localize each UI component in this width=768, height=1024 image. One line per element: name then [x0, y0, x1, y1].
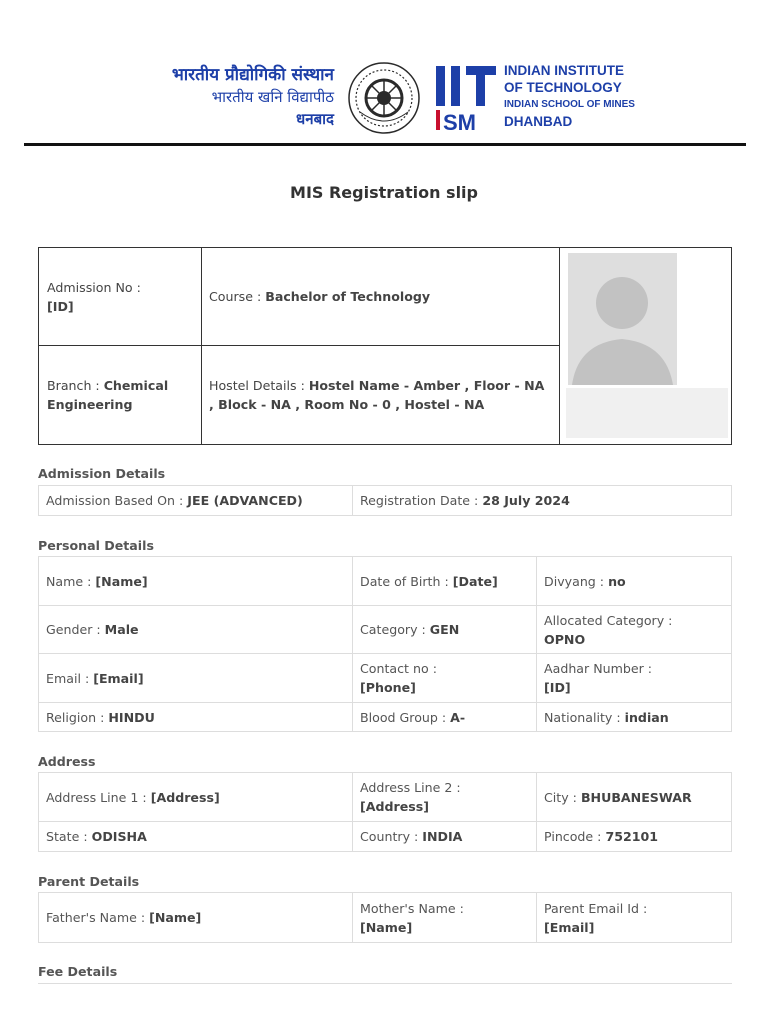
student-summary-table: [38, 247, 732, 445]
aadhar-value: [ID]: [544, 680, 571, 695]
admission-based-label: Admission Based On :: [46, 493, 184, 508]
religion-value: HINDU: [108, 709, 155, 725]
branch-cell: [39, 346, 201, 444]
gender-value: Male: [104, 622, 139, 637]
table-divider: [559, 248, 560, 444]
nationality-value: indian: [624, 709, 669, 725]
blood-group-value: A-: [450, 709, 466, 725]
english-line-1: INDIAN INSTITUTE: [504, 63, 624, 78]
religion-cell: [39, 703, 353, 731]
address-line1-value: [Address]: [150, 789, 220, 805]
personal-details-title: Personal Details: [38, 538, 154, 553]
admission-based-cell: [39, 486, 353, 515]
branch-value: Chemical Engineering: [47, 378, 169, 412]
table-row: [39, 773, 731, 822]
name-value: [Name]: [95, 573, 148, 589]
svg-text:SM: SM: [443, 110, 476, 134]
parent-details-table: [38, 892, 732, 943]
hindi-line-2: भारतीय खनि विद्यापीठ: [211, 88, 334, 106]
parent-details-title: Parent Details: [38, 874, 140, 889]
contact-value: [Phone]: [360, 680, 416, 695]
hostel-cell: [201, 346, 559, 444]
email-label: Email :: [46, 670, 90, 686]
nationality-label: Nationality :: [544, 709, 621, 725]
nationality-cell: [537, 703, 731, 731]
admission-based-value: JEE (ADVANCED): [187, 493, 303, 508]
address-table: [38, 772, 732, 852]
parent-email-value: [Email]: [544, 919, 595, 935]
page-title: MIS Registration slip: [290, 183, 478, 202]
contact-label: Contact no :: [360, 661, 437, 676]
name-cell: [39, 557, 353, 605]
city-label: City :: [544, 789, 577, 805]
fee-details-title: Fee Details: [38, 964, 118, 979]
english-line-2: OF TECHNOLOGY: [504, 80, 622, 95]
father-name-label: Father's Name :: [46, 910, 146, 925]
table-row: [39, 606, 731, 654]
admission-no-label: Admission No :: [47, 279, 141, 295]
mother-name-label: Mother's Name :: [360, 900, 464, 916]
iit-ism-logo: [434, 64, 500, 134]
address-line2-value: [Address]: [360, 799, 430, 814]
registration-date-cell: [353, 486, 731, 515]
dob-label: Date of Birth :: [360, 573, 449, 589]
aadhar-cell: [537, 654, 731, 702]
country-value: INDIA: [422, 829, 463, 844]
aadhar-label: Aadhar Number :: [544, 661, 653, 676]
mother-name-cell: [353, 893, 537, 942]
blood-group-cell: [353, 703, 537, 731]
divyang-label: Divyang :: [544, 573, 605, 589]
city-cell: [537, 773, 731, 821]
hindi-line-3: धनबाद: [296, 110, 334, 128]
category-label: Category :: [360, 622, 426, 637]
parent-email-label: Parent Email Id :: [544, 900, 648, 916]
institute-header: [0, 56, 768, 140]
hostel-label: Hostel Details :: [209, 378, 305, 393]
allocated-category-label: Allocated Category :: [544, 612, 673, 628]
allocated-category-cell: [537, 606, 731, 653]
header-divider: [24, 143, 746, 146]
table-row: [39, 822, 731, 851]
student-signature: [566, 388, 728, 438]
table-row: [39, 486, 731, 515]
email-value: [Email]: [93, 670, 144, 686]
parent-email-cell: [537, 893, 731, 942]
table-row: [39, 703, 731, 731]
blood-group-label: Blood Group :: [360, 709, 447, 725]
student-photo: [568, 253, 677, 385]
divyang-cell: [537, 557, 731, 605]
country-cell: [353, 822, 537, 851]
category-cell: [353, 606, 537, 653]
state-value: ODISHA: [91, 829, 147, 844]
course-label: Course :: [209, 289, 262, 304]
pincode-cell: [537, 822, 731, 851]
address-line2-label: Address Line 2 :: [360, 780, 461, 795]
hindi-line-1: भारतीय प्रौद्योगिकी संस्थान: [171, 65, 334, 85]
admission-no-value: [ID]: [47, 298, 74, 314]
registration-date-label: Registration Date :: [360, 493, 479, 508]
city-value: BHUBANESWAR: [580, 789, 692, 805]
pincode-label: Pincode :: [544, 829, 602, 844]
name-label: Name :: [46, 573, 92, 589]
english-institute-name: [504, 62, 635, 130]
country-label: Country :: [360, 829, 419, 844]
divyang-value: no: [608, 573, 626, 589]
state-cell: [39, 822, 353, 851]
admission-details-table: [38, 485, 732, 516]
english-line-4: DHANBAD: [504, 114, 573, 129]
english-line-3: INDIAN SCHOOL OF MINES: [504, 99, 635, 110]
address-line2-cell: [353, 773, 537, 821]
address-title: Address: [38, 754, 96, 769]
father-name-value: [Name]: [149, 910, 202, 925]
category-value: GEN: [429, 622, 460, 637]
mother-name-value: [Name]: [360, 919, 413, 935]
gender-cell: [39, 606, 353, 653]
gender-label: Gender :: [46, 622, 101, 637]
table-row: [39, 557, 731, 606]
father-name-cell: [39, 893, 353, 942]
address-line1-label: Address Line 1 :: [46, 789, 147, 805]
dob-cell: [353, 557, 537, 605]
admission-no-cell: [39, 248, 201, 345]
table-row: [39, 893, 731, 942]
state-label: State :: [46, 829, 88, 844]
hindi-institute-name: [172, 64, 334, 130]
pincode-value: 752101: [605, 829, 659, 844]
branch-label: Branch :: [47, 378, 100, 393]
table-row: [39, 654, 731, 703]
dob-value: [Date]: [452, 573, 498, 589]
allocated-category-value: OPNO: [544, 631, 586, 647]
personal-details-table: [38, 556, 732, 732]
course-cell: [201, 248, 559, 345]
fee-details-divider: [38, 983, 732, 984]
institute-seal-icon: [346, 60, 422, 136]
registration-date-value: 28 July 2024: [482, 493, 570, 508]
course-value: Bachelor of Technology: [265, 289, 431, 304]
admission-details-title: Admission Details: [38, 466, 166, 481]
hostel-value: Hostel Name - Amber , Floor - NA , Block - NA , Room No - 0 , Hostel - NA: [209, 378, 545, 412]
address-line1-cell: [39, 773, 353, 821]
email-cell: [39, 654, 353, 702]
religion-label: Religion :: [46, 709, 105, 725]
contact-cell: [353, 654, 537, 702]
